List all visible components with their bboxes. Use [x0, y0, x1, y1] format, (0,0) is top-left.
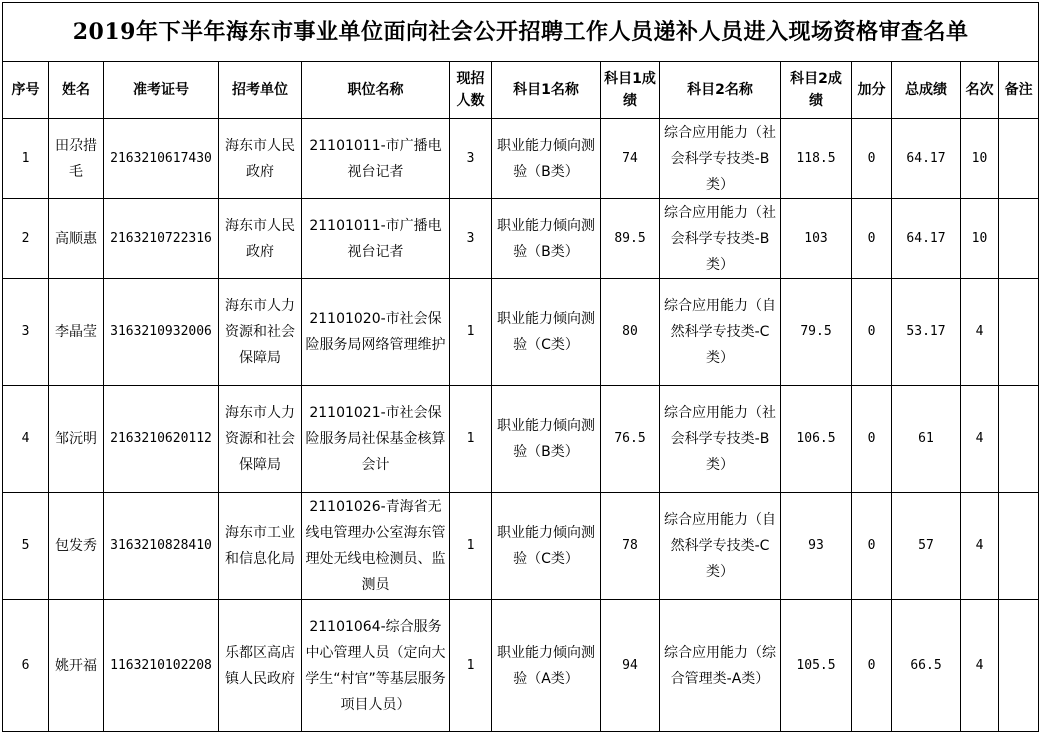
- cell-total: 53.17: [892, 279, 961, 386]
- table-row: [3, 119, 1039, 199]
- cell-exam-id: 3163210828410: [104, 493, 219, 600]
- cell-total: 61: [892, 386, 961, 493]
- cell-name: 包发秀: [49, 493, 104, 600]
- cell-subject2: 综合应用能力（社会科学专技类-B类）: [660, 386, 781, 493]
- cell-seq: 2: [3, 199, 49, 279]
- cell-name: 邹沅明: [49, 386, 104, 493]
- cell-subject1: 职业能力倾向测验（A类）: [492, 600, 601, 732]
- cell-rank: 4: [961, 386, 999, 493]
- cell-bonus: 0: [852, 600, 892, 732]
- cell-bonus: 0: [852, 119, 892, 199]
- header-subject2: 科目2名称: [660, 62, 781, 119]
- cell-score1: 94: [601, 600, 660, 732]
- header-exam-id: 准考证号: [104, 62, 219, 119]
- cell-total: 66.5: [892, 600, 961, 732]
- qualification-table: [2, 2, 1039, 732]
- header-seq: 序号: [3, 62, 49, 119]
- cell-rank: 4: [961, 493, 999, 600]
- cell-subject1: 职业能力倾向测验（C类）: [492, 279, 601, 386]
- cell-subject1: 职业能力倾向测验（C类）: [492, 493, 601, 600]
- cell-score2: 103: [781, 199, 852, 279]
- cell-seq: 4: [3, 386, 49, 493]
- cell-total: 64.17: [892, 119, 961, 199]
- page-title: 2019年下半年海东市事业单位面向社会公开招聘工作人员递补人员进入现场资格审查名单: [3, 3, 1039, 62]
- header-score1: 科目1成绩: [601, 62, 660, 119]
- cell-position: 21101020-市社会保险服务局网络管理维护: [302, 279, 450, 386]
- cell-note: [999, 199, 1039, 279]
- cell-quota: 3: [450, 119, 492, 199]
- cell-note: [999, 119, 1039, 199]
- cell-name: 李晶莹: [49, 279, 104, 386]
- header-bonus: 加分: [852, 62, 892, 119]
- cell-unit: 海东市人民政府: [219, 199, 302, 279]
- cell-unit: 海东市人力资源和社会保障局: [219, 386, 302, 493]
- cell-quota: 3: [450, 199, 492, 279]
- header-unit: 招考单位: [219, 62, 302, 119]
- cell-quota: 1: [450, 600, 492, 732]
- cell-quota: 1: [450, 279, 492, 386]
- cell-subject1: 职业能力倾向测验（B类）: [492, 386, 601, 493]
- cell-score1: 74: [601, 119, 660, 199]
- cell-unit: 海东市人民政府: [219, 119, 302, 199]
- cell-position: 21101026-青海省无线电管理办公室海东管理处无线电检测员、监测员: [302, 493, 450, 600]
- header-rank: 名次: [961, 62, 999, 119]
- table-row: [3, 279, 1039, 386]
- cell-subject2: 综合应用能力（综合管理类-A类）: [660, 600, 781, 732]
- cell-quota: 1: [450, 386, 492, 493]
- cell-score2: 105.5: [781, 600, 852, 732]
- cell-exam-id: 2163210620112: [104, 386, 219, 493]
- cell-position: 21101064-综合服务中心管理人员（定向大学生“村官”等基层服务项目人员）: [302, 600, 450, 732]
- cell-name: 姚开福: [49, 600, 104, 732]
- cell-exam-id: 2163210617430: [104, 119, 219, 199]
- cell-exam-id: 3163210932006: [104, 279, 219, 386]
- table-row: [3, 493, 1039, 600]
- header-subject1: 科目1名称: [492, 62, 601, 119]
- cell-note: [999, 279, 1039, 386]
- cell-score1: 80: [601, 279, 660, 386]
- cell-bonus: 0: [852, 386, 892, 493]
- cell-rank: 4: [961, 279, 999, 386]
- cell-name: 高顺惠: [49, 199, 104, 279]
- cell-position: 21101011-市广播电视台记者: [302, 119, 450, 199]
- cell-score2: 118.5: [781, 119, 852, 199]
- table-row: [3, 199, 1039, 279]
- cell-subject2: 综合应用能力（社会科学专技类-B类）: [660, 199, 781, 279]
- header-note: 备注: [999, 62, 1039, 119]
- cell-subject2: 综合应用能力（自然科学专技类-C类）: [660, 279, 781, 386]
- header-score2: 科目2成绩: [781, 62, 852, 119]
- cell-bonus: 0: [852, 199, 892, 279]
- cell-subject1: 职业能力倾向测验（B类）: [492, 119, 601, 199]
- cell-unit: 海东市工业和信息化局: [219, 493, 302, 600]
- cell-note: [999, 493, 1039, 600]
- header-total: 总成绩: [892, 62, 961, 119]
- cell-rank: 4: [961, 600, 999, 732]
- cell-seq: 3: [3, 279, 49, 386]
- cell-subject2: 综合应用能力（社会科学专技类-B类）: [660, 119, 781, 199]
- cell-seq: 6: [3, 600, 49, 732]
- header-position: 职位名称: [302, 62, 450, 119]
- cell-position: 21101021-市社会保险服务局社保基金核算会计: [302, 386, 450, 493]
- cell-exam-id: 2163210722316: [104, 199, 219, 279]
- cell-rank: 10: [961, 119, 999, 199]
- cell-score2: 106.5: [781, 386, 852, 493]
- cell-score2: 79.5: [781, 279, 852, 386]
- table-row: [3, 600, 1039, 732]
- cell-total: 57: [892, 493, 961, 600]
- cell-seq: 1: [3, 119, 49, 199]
- header-name: 姓名: [49, 62, 104, 119]
- cell-unit: 乐都区高店镇人民政府: [219, 600, 302, 732]
- cell-score2: 93: [781, 493, 852, 600]
- cell-subject2: 综合应用能力（自然科学专技类-C类）: [660, 493, 781, 600]
- cell-score1: 89.5: [601, 199, 660, 279]
- cell-subject1: 职业能力倾向测验（B类）: [492, 199, 601, 279]
- title-row: [3, 3, 1039, 62]
- cell-name: 田尕措毛: [49, 119, 104, 199]
- cell-position: 21101011-市广播电视台记者: [302, 199, 450, 279]
- cell-note: [999, 600, 1039, 732]
- cell-score1: 76.5: [601, 386, 660, 493]
- header-quota: 现招人数: [450, 62, 492, 119]
- cell-bonus: 0: [852, 279, 892, 386]
- cell-note: [999, 386, 1039, 493]
- cell-score1: 78: [601, 493, 660, 600]
- cell-rank: 10: [961, 199, 999, 279]
- cell-seq: 5: [3, 493, 49, 600]
- cell-bonus: 0: [852, 493, 892, 600]
- cell-unit: 海东市人力资源和社会保障局: [219, 279, 302, 386]
- cell-exam-id: 1163210102208: [104, 600, 219, 732]
- cell-quota: 1: [450, 493, 492, 600]
- header-row: [3, 62, 1039, 119]
- cell-total: 64.17: [892, 199, 961, 279]
- table-row: [3, 386, 1039, 493]
